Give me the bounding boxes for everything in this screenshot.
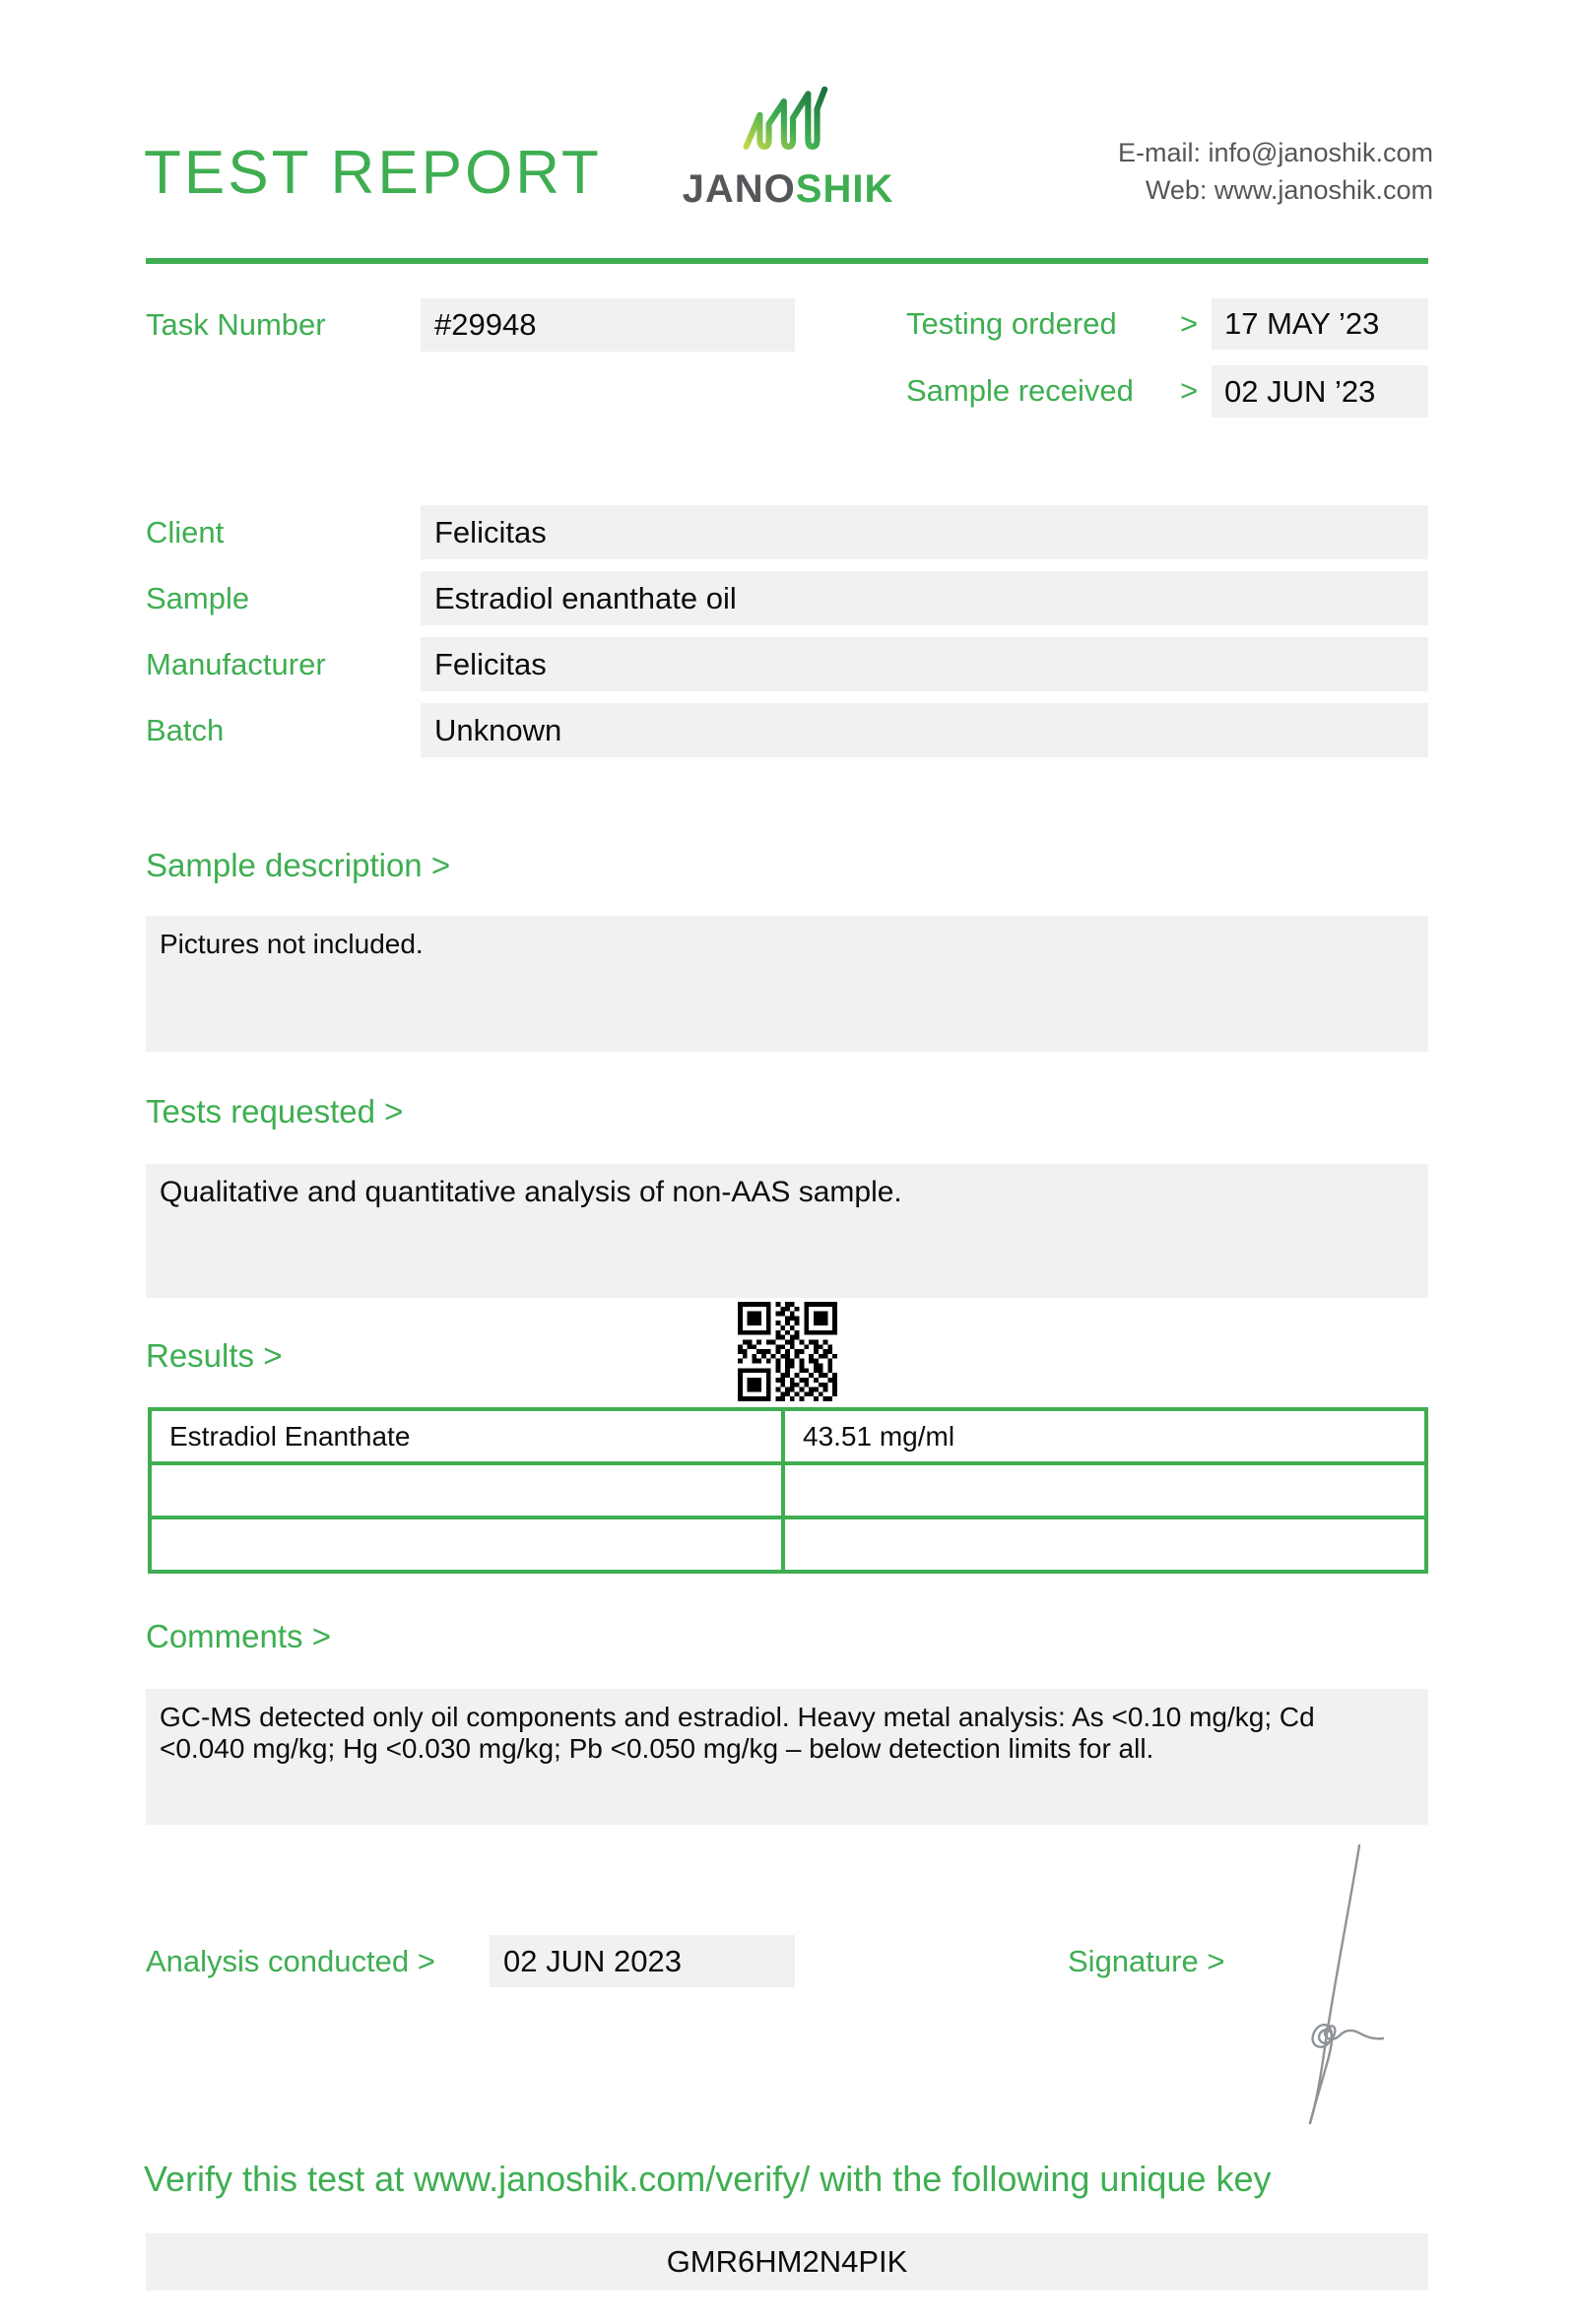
manufacturer-label: Manufacturer bbox=[146, 647, 326, 681]
verify-text: Verify this test at www.janoshik.com/verify/ with the following unique key bbox=[144, 2159, 1272, 2199]
sample-received-value: 02 JUN ’23 bbox=[1212, 365, 1428, 418]
result-analyte bbox=[152, 1465, 785, 1516]
comments-heading: Comments > bbox=[146, 1618, 331, 1654]
task-number-value: #29948 bbox=[421, 298, 795, 352]
logo-word-jano: JANO bbox=[682, 167, 796, 211]
comments-text: GC-MS detected only oil components and estradiol. Heavy metal analysis: As <0.10 mg/kg; Cd <0.040 mg/kg; Hg <0.030 mg/kg; Pb <0.050 mg/kg – below detection limits for all. bbox=[160, 1702, 1315, 1764]
janoshik-logo bbox=[678, 167, 898, 212]
logo-word-shik: SHIK bbox=[795, 167, 894, 211]
result-value: 43.51 mg/ml bbox=[803, 1421, 955, 1452]
signature-scribble bbox=[1261, 1840, 1423, 2140]
signature-label: Signature > bbox=[1068, 1944, 1225, 1978]
sample-received-arrow: > bbox=[1180, 373, 1199, 408]
sample-value: Estradiol enanthate oil bbox=[421, 571, 1428, 625]
table-row bbox=[152, 1411, 1424, 1465]
page-title: TEST REPORT bbox=[144, 139, 602, 207]
results-heading: Results > bbox=[146, 1337, 283, 1374]
trend-chart-icon bbox=[742, 81, 828, 162]
client-label: Client bbox=[146, 515, 225, 549]
sample-label: Sample bbox=[146, 581, 250, 615]
result-value bbox=[785, 1519, 1424, 1570]
testing-ordered-value: 17 MAY ’23 bbox=[1212, 298, 1428, 350]
result-analyte bbox=[152, 1519, 785, 1570]
tests-requested-box: Qualitative and quantitative analysis of non-AAS sample. bbox=[146, 1164, 1428, 1298]
result-value bbox=[785, 1465, 1424, 1516]
table-row bbox=[152, 1465, 1424, 1519]
batch-label: Batch bbox=[146, 713, 225, 747]
contact-web: Web: www.janoshik.com bbox=[1145, 175, 1433, 205]
manufacturer-value: Felicitas bbox=[421, 637, 1428, 691]
client-value: Felicitas bbox=[421, 505, 1428, 559]
comments-box bbox=[146, 1689, 1428, 1825]
unique-key-value: GMR6HM2N4PIK bbox=[146, 2233, 1428, 2291]
analysis-conducted-label: Analysis conducted > bbox=[146, 1944, 435, 1978]
testing-ordered-arrow: > bbox=[1180, 306, 1199, 341]
contact-email: E-mail: info@janoshik.com bbox=[1117, 138, 1433, 167]
tests-requested-heading: Tests requested > bbox=[146, 1093, 404, 1130]
results-table bbox=[148, 1407, 1428, 1574]
contact-info bbox=[1118, 134, 1433, 209]
testing-ordered-label: Testing ordered bbox=[906, 306, 1117, 341]
qr-code bbox=[738, 1302, 837, 1401]
sample-description-heading: Sample description > bbox=[146, 847, 451, 883]
batch-value: Unknown bbox=[421, 703, 1428, 757]
sample-description-box: Pictures not included. bbox=[146, 916, 1428, 1052]
sample-received-label: Sample received bbox=[906, 373, 1134, 408]
task-number-label: Task Number bbox=[146, 307, 326, 342]
header-divider bbox=[146, 258, 1428, 264]
result-analyte: Estradiol Enanthate bbox=[152, 1411, 785, 1461]
table-row bbox=[152, 1519, 1424, 1570]
analysis-date-value: 02 JUN 2023 bbox=[490, 1935, 795, 1987]
